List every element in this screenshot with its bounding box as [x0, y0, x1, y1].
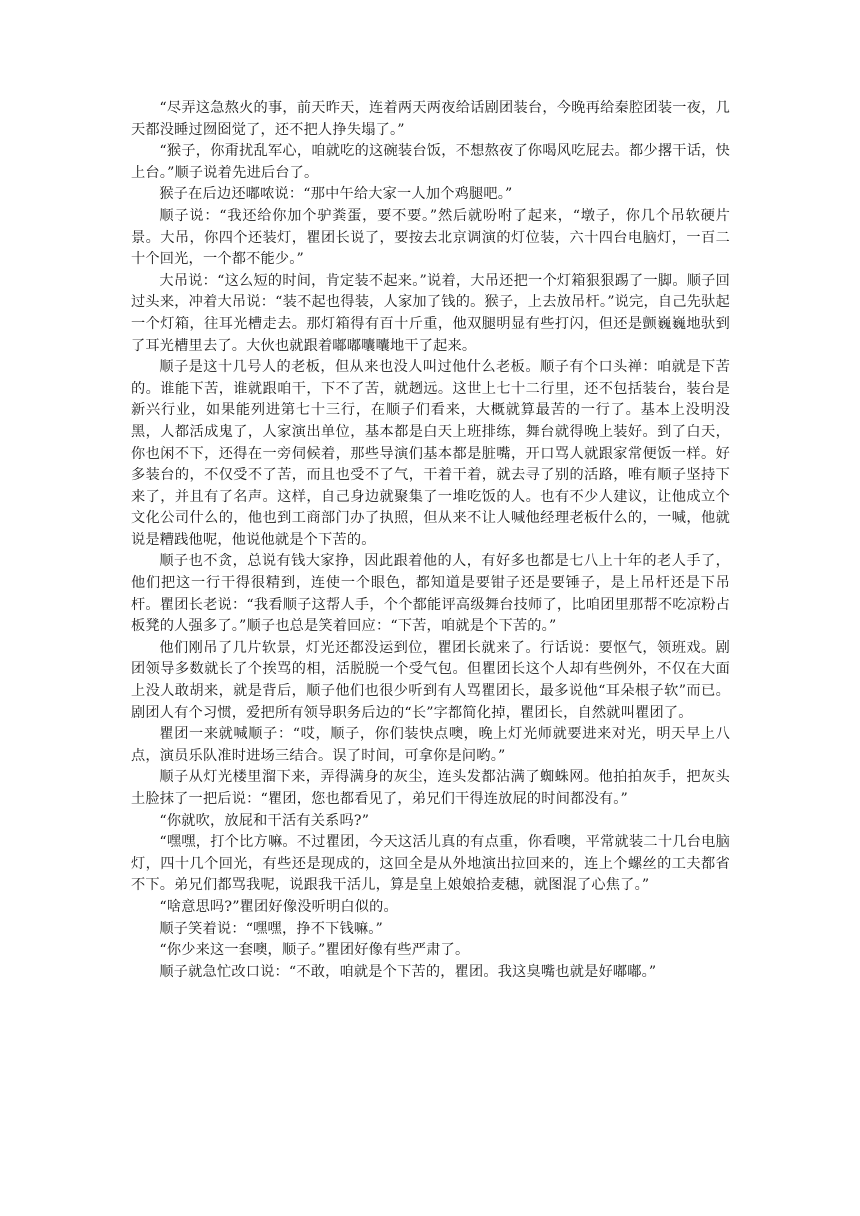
paragraph: 顺子是这十几号人的老板，但从来也没人叫过他什么老板。顺子有个口头禅：咱就是下苦的。谁能下苦，谁就跟咱干，下不了苦，就趔远。这世上七十二行里，还不包括装台，装台是新兴行业，如果能列进第七十三行，在顺子们看来，大概就算最苦的一行了。基本上没明没黑，人都活成鬼了，人家演出单位，基本都是白天上班排练，舞台就得晚上装好。到了白天，你也闲不下，还得在一旁伺候着，那些导演们基本都是脏嘴，开口骂人就跟家常便饭一样。好多装台的，不仅受不了苦，而且也受不了气，干着干着，就去寻了别的活路，唯有顺子坚持下来了，并且有了名声。这样，自己身边就聚集了一堆吃饭的人。也有不少人建议，让他成立个文化公司什么的，他也到工商部门办了执照，但从来不让人喊他经理老板什么的，一喊，他就说是糟践他呢，他说他就是个下苦的。	[131, 359, 730, 548]
paragraph: “尽弄这急熬火的事，前天昨天，连着两天两夜给话剧团装台，今晚再给秦腔团装一夜，几天都没睡过囫囵觉了，还不把人挣失塌了。”	[131, 100, 730, 138]
paragraph: 瞿团一来就喊顺子：“哎，顺子，你们装快点噢，晚上灯光师就要进来对光，明天早上八点，演员乐队准时进场三结合。误了时间，可拿你是问哟。”	[131, 726, 730, 764]
paragraph: 顺子从灯光楼里溜下来，弄得满身的灰尘，连头发都沾满了蜘蛛网。他拍拍灰手，把灰头土脸抹了一把后说：“瞿团，您也都看见了，弟兄们干得连放屁的时间都没有。”	[131, 769, 730, 807]
paragraph: 猴子在后边还嘟哝说：“那中午给大家一人加个鸡腿吧。”	[159, 186, 513, 203]
paragraph: 顺子笑着说：“嘿嘿，挣不下钱嘛。”	[159, 920, 384, 937]
paragraph: 顺子就急忙改口说：“不敢，咱就是个下苦的，瞿团。我这臭嘴也就是好嘟嘟。”	[159, 963, 657, 980]
paragraph: “你少来这一套噢，顺子。”瞿团好像有些严肃了。	[159, 942, 470, 959]
paragraph: 大吊说：“这么短的时间，肯定装不起来。”说着，大吊还把一个灯箱狠狠踢了一脚。顺子回过头来，冲着大吊说：“装不起也得装，人家加了钱的。猴子，上去放吊杆。”说完，自己先驮起一个灯箱，往耳光槽走去。那灯箱得有百十斤重，他双腿明显有些打闪，但还是颤巍巍地驮到了耳光槽里去了。大伙也就跟着嘟嘟囔囔地干了起来。	[131, 272, 730, 354]
paragraph: “嘿嘿，打个比方嘛。不过瞿团，今天这活儿真的有点重，你看噢，平常就装二十几台电脑灯，四十几个回光，有些还是现成的，这回全是从外地演出拉回来的，连上个螺丝的工夫都省不下。弟兄们都骂我呢，说跟我干活儿，算是皇上娘娘拾麦穗，就图混了心焦了。”	[131, 834, 730, 894]
paragraph: 顺子也不贪，总说有钱大家挣，因此跟着他的人，有好多也都是七八上十年的老人手了，他们把这一行干得很精到，连使一个眼色，都知道是要钳子还是要锤子，是上吊杆还是下吊杆。瞿团长老说：“我看顺子这帮人手，个个都能评高级舞台技师了，比咱团里那帮不吃凉粉占板凳的人强多了。”顺子也总是笑着回应：“下苦，咱就是个下苦的。”	[131, 553, 730, 635]
paragraph: “猴子，你甭扰乱军心，咱就吃的这碗装台饭，不想熬夜了你喝风吃屁去。都少撂干话，快上台。”顺子说着先进后台了。	[131, 143, 730, 181]
paragraph: 顺子说：“我还给你加个驴粪蛋，要不要。”然后就吩咐了起来，“墩子，你几个吊软硬片景。大吊，你四个还装灯，瞿团长说了，要按去北京调演的灯位装，六十四台电脑灯，一百二十个回光，一个都不能少。”	[131, 207, 730, 268]
paragraph: “啥意思吗?”瞿团好像没听明白似的。	[159, 898, 398, 915]
paragraph: 他们刚吊了几片软景，灯光还都没运到位，瞿团长就来了。行话说：要怄气，领班戏。剧团领导多数就长了个挨骂的相，活脱脱一个受气包。但瞿团长这个人却有些例外，不仅在大面上没人敢胡来，就是背后，顺子他们也很少听到有人骂瞿团长，最多说他“耳朵根子软”而已。剧团人有个习惯，爱把所有领导职务后边的“长”字都简化掉，瞿团长，自然就叫瞿团了。	[131, 639, 730, 721]
paragraph: “你就吹，放屁和干活有关系吗?”	[159, 812, 370, 829]
article-body	[131, 98, 730, 983]
